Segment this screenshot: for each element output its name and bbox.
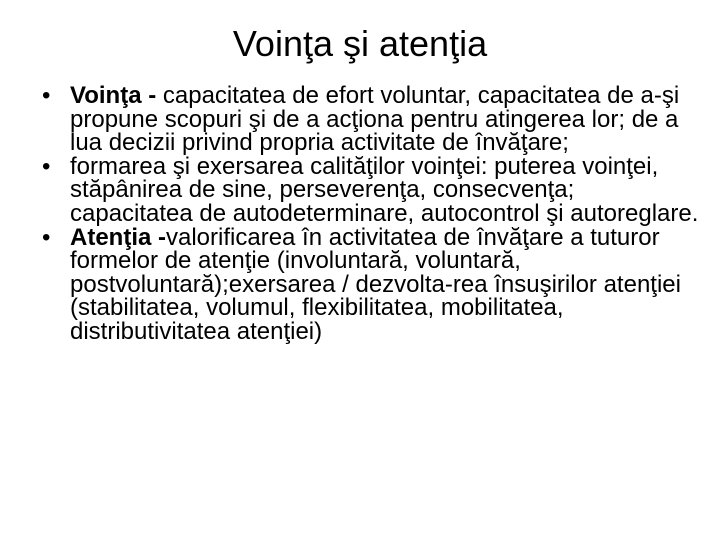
term-vointa: Voinţa -	[70, 82, 157, 109]
bullet-item-formarea	[0, 152, 720, 227]
bullet-icon: •	[42, 152, 51, 180]
bullet-icon: •	[42, 82, 51, 109]
bullet-icon: •	[42, 223, 51, 251]
bullet-text-vointa: capacitatea de efort voluntar, capacitatea de a-şi propune scopuri şi de a acţiona pentru atingerea lor; de a lua decizii privind propria activitate de învăţare;	[70, 82, 680, 157]
bullet-list	[0, 84, 720, 344]
bullet-text-atentia: valorificarea în activitatea de învăţare a tuturor formelor de atenţie (involuntară, voluntară, postvoluntară);exersarea / dezvolta-rea însuşirilor atenţiei (stabilitatea, volumul, flexibilitatea, mobilitatea, distributivitatea atenţiei)	[70, 223, 681, 345]
bullet-item-atentia	[0, 223, 720, 345]
bullet-item-vointa	[0, 84, 720, 155]
term-atentia: Atenţia -	[70, 223, 166, 251]
slide-title: Voinţa şi atenţia	[232, 23, 488, 64]
bullet-text-formarea: formarea şi exersarea calităţilor voinţei: puterea voinţei, stăpânirea de sine, perseverenţa, consecvenţa; capacitatea de autodeterminare, autocontrol şi autoreglare.	[70, 152, 699, 227]
